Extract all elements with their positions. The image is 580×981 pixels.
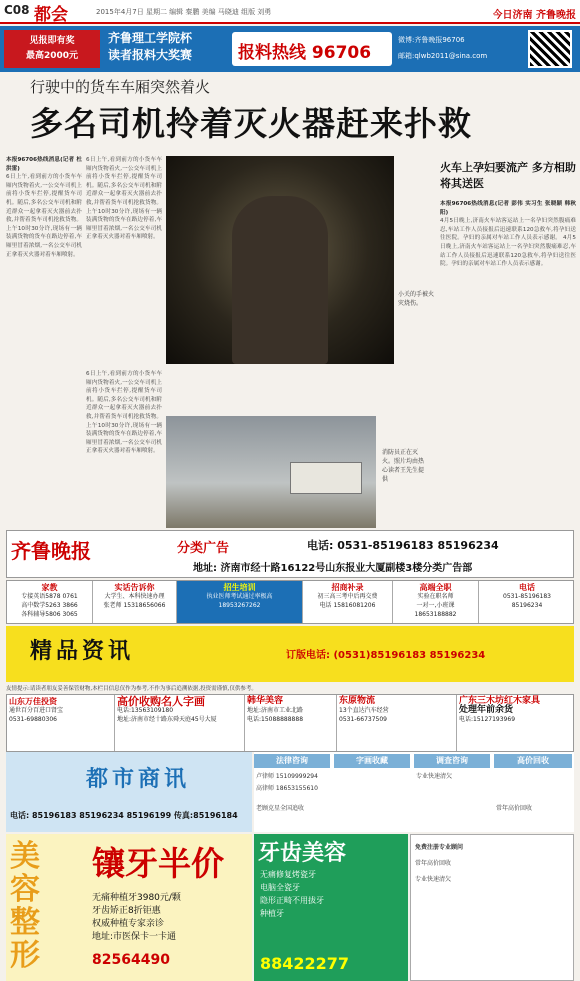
cell-title: 实话告诉你 — [114, 583, 155, 592]
side-article-text — [440, 200, 576, 528]
side-text-2: 4月5日晚上,济南火车站客运站上一名孕妇突然腹痛难忍,车站工作人员接报后迅速联系120急救车,将孕妇送往医院。孕妇的亲属对车站工作人员表示感谢。 — [440, 235, 576, 268]
article-text-2: 6日上午,看到前方的小货车车厢内货物着火,一公交车司机上前将小货车拦停,提醒货车司机。随后,多名公交车司机和附近群众一起拿着灭火器前去扑救,并帮着货车司机抢救货物。上午10时30分许,现场有一辆装满货物的货车在路边停着,车厢里冒着浓烟,一名公交车司机正拿着灭火器对着车厢喷射。 — [86, 157, 162, 241]
misc-entry: 免费注册专业顾问 — [415, 844, 464, 851]
section-name: 都会 — [34, 5, 68, 24]
col-entry: 卢律师 15109999294 — [256, 773, 318, 780]
letter: 形 — [10, 938, 40, 972]
contest-name: 读者报料大奖赛 — [108, 48, 193, 62]
truck-shape — [290, 462, 362, 494]
col-entry: 高律师 18653155610 — [256, 785, 318, 792]
article-text-3: 6日上午,看到前方的小货车车厢内货物着火,一公交车司机上前将小货车拦停,提醒货车司机。随后,多名公交车司机和附近群众一起拿着灭火器前去扑救,并帮着货车司机抢救货物。上午10时30分许,现场有一辆装满货物的货车在路边停着,车厢里冒着浓烟,一名公交车司机正拿着灭火器对着车厢喷射。 — [86, 371, 162, 455]
classified-title: 分类广告 — [177, 541, 230, 556]
friendly-tip: 友情提示:请读者朋友妥善保管财物,本栏目信息仅作为参考,不作为事后追溯依据,投资需谨慎,仅供参考。 — [6, 686, 257, 692]
grid-cell — [177, 581, 303, 624]
brand-logo: 今日济南 齐鲁晚报 — [492, 10, 576, 21]
cell-line: 专接英语5878 0761 — [21, 593, 78, 600]
dental-line: 地址:市医保卡一卡通 — [92, 932, 177, 942]
cell-line: 电话 15816081206 — [319, 602, 376, 609]
classified-phone: 电话: 0531-85196183 85196234 — [307, 539, 499, 552]
col-header: 高价回收 — [494, 754, 572, 768]
featured-phone: 订版电话: (0531)85196183 85196234 — [286, 650, 486, 661]
teeth-beauty-ad — [254, 834, 408, 981]
ad-line: 电话:15088888888 — [247, 716, 304, 723]
ad-line: 0531-69880306 — [9, 716, 57, 723]
qr-code-icon — [528, 30, 572, 68]
grid-cell — [479, 581, 574, 624]
classified-grid-1 — [6, 580, 574, 624]
hotline-box — [232, 32, 392, 66]
dental-details — [92, 892, 250, 944]
cell-title: 高端全职 — [419, 583, 452, 592]
ad-line: 0531-66737509 — [339, 716, 387, 723]
newspaper-logo: 齐鲁晚报 — [11, 539, 91, 563]
ad-line: 处理年前余货 — [459, 705, 514, 715]
city-business-title: 都市商讯 — [86, 767, 191, 792]
cell-line: 高中数学5263 3866 — [21, 602, 78, 609]
city-business-bar — [6, 752, 252, 832]
teeth-item: 电脑全瓷牙 — [260, 883, 300, 892]
dateline: 2015年4月7日 星期二 编辑 秦鹏 美编 马晓迪 组版 刘勇 — [96, 8, 272, 16]
contest-title — [108, 30, 222, 68]
photo1-caption: 小关的手被火灾烧伤。 — [398, 291, 435, 307]
dental-phone: 82564490 — [92, 952, 170, 968]
cell-line: 执业医师考试通过率极高 — [206, 593, 273, 600]
email-text: 邮箱:qlwb2011@sina.com — [398, 52, 488, 60]
hotline-banner — [0, 26, 580, 72]
ad-cell — [7, 695, 115, 752]
cell-title: 招商补录 — [331, 583, 364, 592]
teeth-phone: 88422277 — [260, 954, 350, 973]
col-header: 字画收藏 — [334, 754, 410, 768]
city-business-phone: 电话: 85196183 85196234 85196199 传真:85196184 — [10, 811, 238, 820]
side-text-1: 4月5日晚上,济南火车站客运站上一名孕妇突然腹痛难忍,车站工作人员接报后迅速联系120急救车,将孕妇送往医院。孕妇的亲属对车站工作人员表示感谢。 — [440, 218, 576, 242]
photo2-caption: 消防员正在灭火。照片均由热心读者王先生提供 — [382, 449, 424, 483]
article-headline: 多名司机拎着灭火器赶来扑救 — [30, 104, 472, 143]
col-entry: 老顾克星全国追收 — [256, 805, 305, 812]
cell-line: 初三高三考中后再交费 — [317, 593, 378, 600]
grid-cell — [93, 581, 177, 624]
ad-title: 高价收购名人字画 — [117, 695, 205, 708]
photo-person-silhouette — [232, 196, 328, 364]
ad-line: 通世百分百进口肾宝 — [9, 707, 64, 714]
misc-ads-column — [410, 834, 574, 981]
classified-grid-2 — [6, 694, 574, 752]
col-header: 调查咨询 — [414, 754, 490, 768]
col-header: 法律咨询 — [254, 754, 330, 768]
city-business-columns — [254, 752, 574, 832]
ad-line: 电话:13563109180 — [117, 707, 174, 714]
letter: 容 — [10, 872, 40, 907]
dental-line: 牙齿矫正8折钜惠 — [92, 906, 161, 916]
side-headline: 火车上孕妇要流产 多方相助将其送医 — [440, 161, 576, 190]
dental-line: 权威种植专家亲诊 — [92, 919, 165, 929]
cell-line: 实验在职名师 — [417, 593, 454, 600]
cell-line: 85196234 — [511, 602, 543, 609]
weibo-text: 微博:齐鲁晚报96706 — [398, 36, 465, 44]
ad-title: 东原物流 — [339, 696, 376, 706]
ad-line: 电话:15127193969 — [459, 716, 516, 723]
letter: 美 — [10, 840, 40, 874]
ad-line: 13个直达汽车经营 — [339, 707, 389, 714]
cell-title: 家教 — [41, 583, 58, 592]
ad-cell — [337, 695, 457, 752]
reward-line1: 见报即有奖 — [29, 36, 75, 46]
dental-ad — [6, 834, 252, 981]
cell-line: 18953267262 — [218, 602, 261, 609]
cell-title: 招生培训 — [223, 583, 256, 592]
article-column-3 — [86, 370, 162, 528]
ad-cell — [115, 695, 245, 752]
teeth-beauty-title: 牙齿美容 — [258, 841, 347, 866]
article-kicker: 行驶中的货车车厢突然着火 — [30, 78, 211, 96]
col-entry: 常年高价回收 — [496, 805, 533, 812]
cell-title: 电话 — [519, 583, 535, 592]
ad-cell — [245, 695, 337, 752]
cell-line: 张老师 15318656066 — [103, 602, 166, 609]
page-number: C08 — [4, 3, 30, 17]
dental-main-title: 镶牙半价 — [92, 844, 224, 883]
letter: 整 — [10, 905, 40, 940]
cell-line: 各科辅导5806 3065 — [21, 611, 78, 618]
article-column-1 — [6, 156, 82, 528]
ad-title: 广东三木坊红木家具 — [459, 696, 541, 706]
featured-title: 精品资讯 — [30, 639, 135, 664]
hotline-label: 报料热线 — [238, 43, 306, 63]
page-header — [0, 0, 580, 24]
dental-line: 无痛种植牙3980元/颗 — [92, 893, 181, 903]
classified-address: 地址: 济南市经十路16122号山东报业大厦副楼3楼分类广告部 — [193, 563, 473, 574]
ad-title: 山东万佳投资 — [9, 697, 57, 706]
article-byline: 本报96706热线消息(记者 杜洪雷) — [6, 157, 82, 172]
reward-line2: 最高2000元 — [25, 51, 79, 61]
ad-cell — [457, 695, 574, 752]
col-entry: 专业快速清欠 — [416, 773, 453, 780]
teeth-item: 种植牙 — [260, 909, 284, 918]
teeth-items — [260, 868, 404, 920]
beauty-letters — [10, 840, 80, 972]
side-byline: 本报96706热线消息(记者 彭伟 实习生 张晓颖 韩秋阳) — [440, 201, 576, 216]
ad-line: 地址:济南市经十路东舜天庭45号大厦 — [117, 716, 217, 723]
cell-line: 一对一,小班课 18653188882 — [414, 602, 457, 618]
cell-line: 大学生、本科快速办理 — [104, 593, 165, 600]
cell-line: 0531-85196183 — [503, 593, 551, 600]
classified-ad-header — [6, 530, 574, 578]
teeth-item: 隐形正畸不用拔牙 — [260, 896, 324, 905]
grid-cell — [393, 581, 479, 624]
misc-entry: 专业快速清欠 — [415, 876, 452, 883]
school-name: 齐鲁理工学院杯 — [108, 31, 193, 45]
ad-line: 地址:济南市工业北路 — [247, 707, 304, 714]
article-text-1: 6日上午,看到前方的小货车车厢内货物着火,一公交车司机上前将小货车拦停,提醒货车司机。随后,多名公交车司机和附近群众一起拿着灭火器前去扑救,并帮着货车司机抢救货物。上午10时30分许,现场有一辆装满货物的货车在路边停着,车厢里冒着浓烟,一名公交车司机正拿着灭火器对着车厢喷射。 — [6, 174, 82, 258]
ad-title: 韩华美容 — [247, 696, 284, 706]
grid-cell — [303, 581, 393, 624]
grid-cell — [7, 581, 93, 624]
hotline-number: 96706 — [311, 43, 372, 63]
contact-info — [398, 32, 518, 66]
featured-ads-bar — [6, 626, 574, 682]
teeth-item: 无痛修复烤瓷牙 — [260, 870, 316, 879]
reward-badge — [4, 30, 100, 68]
misc-entry: 常年高价回收 — [415, 860, 452, 867]
